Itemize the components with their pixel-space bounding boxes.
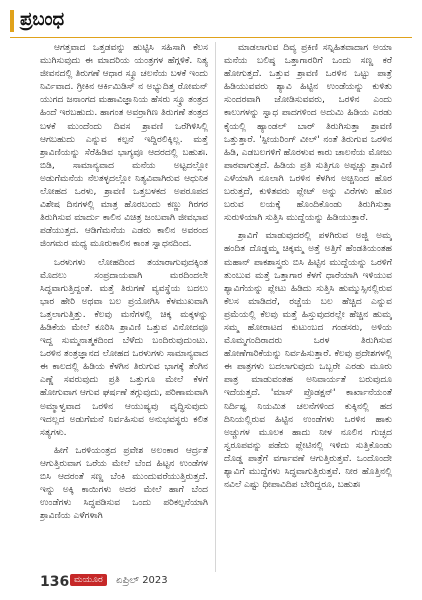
page-number: 136: [40, 574, 70, 590]
right-column: [224, 42, 392, 572]
paragraph: ಮಾಡಲಾಗುವ ದಿವ್ಯ ಪ್ರಕಿಣಿ ಸನ್ನಿಹಿತವಾದಾಗ ಅಯಾ ಮನೆಯ ಬಲಿಷ್ಠ ಒತ್ತಾಗಾರರಿಗೆ ಒಂದು ಸಣ್ಣ ಕರೆ ಹೋಗುತ್ತದೆ. ಒತ್ತುವ ಶ್ರಾವಣಿ ಒರಳಿನ ಒಟ್ಟು ಪಾತ್ರೆ ಹಿಡಿಯುವವರು ಶ್ಯಾವಿ ಹಿಟ್ಟಿನ ಉಂಡೆಯನ್ನು ಕುಳಿತು ಸುಂದರವಾಗಿ ಜೋಡಿಸುವವರು, ಒರಳಿನ ಎಂದು ಕಾಲುಗಳನ್ನು ಸ್ವಾಧ ಪಾದಗಳಿಂದ ಅದುಮಿ ಹಿಡಿಯ ಎರಡು ಕೈಯಲ್ಲಿ ಹ್ಯಾಂಡಲ್ ಬಾರ್ ತಿರುಗಿಸುತ್ತಾ ಶ್ರಾವಣಿ ಒತ್ತುತ್ತಾರೆ. 'ಸ್ಪೀಯರಿಂಗ್ ವೀಲ್' ನಂತೆ ತಿರುಗುವ ಒರಳಿನ ಹಿಡಿ, ಎಡಬಲಗಳಿಗೆ ಹೊರಳುವ ಕಾರು ಚಾಲನೆಯ ಮೋಜು ಪಾಠವಾಗುತ್ತದೆ. ಹಿಡಿಯ ಪ್ರತಿ ಸುತ್ತಿಗೂ ಅಪ್ಪಚ್ಚು ಶ್ರಾವಿಣಿ ಎಳೆಯಾಗಿ ನೂಲಾಗಿ ಒರಳಿನ ಕೆಳಗಿನ ಅಚ್ಚಿನಿಂದ ಹೊರ ಬರುತ್ತದೆ, ಕುಳಿತವರು ಪ್ಲೇಟ್ ಅನ್ನು ವಿರೆಗಳು ಹೊರ ಬರುವ ಲಯಕ್ಕೆ ಹೊಂದಿಕೊಂಡು ತಿರುಗಿಸುತ್ತಾ ಸುರುಳಿಯಾಗಿ ಸುತ್ತಿಸಿ ಮುದ್ದೆಯನ್ನು ಹಿಡಿಯುತ್ತಾರೆ.: [224, 43, 392, 224]
column-divider: [215, 42, 216, 572]
page-footer: [40, 574, 260, 592]
header-rule: [10, 37, 412, 38]
section-title: ಪ್ರಬಂಧ: [20, 9, 65, 30]
paragraph: ಆಗತ್ತವಾದ ಒತ್ತಡವನ್ನು ಹುಟ್ಟಿಸಿ ಸಹಿಸಾಗಿ ಕೆಲಸ ಮುಗಿಸುವುದು ಈ ಮಾದರಿಯ ಯಂತ್ರಗಳ ಹೆಗ್ಗಳಿಕೆ. ನಿತ್ಯ ಜೀವನದಲ್ಲಿ ತಿರುಗಣೆ ಆಧಾರ ಸ್ಕ್ರೂ ಚಲನೆಯ ಬಳಕೆ ಇಂದು ನಿರ್ವಿವಾದ. ಗ್ರೀಕಿನ ಆರ್ಕಿಮಿಡಿಸ್ ನ ಅಭ್ಯುದಿತ್ತ ರೋಮನ್ ಯುಗದ ಜನಾಂಗದ ಮಹಾವಿಜ್ಞಾನಿಯ ಹೆಸರು ಸ್ಕ್ರೂ ತಂತ್ರದ ಹಿಂದೆ ಇರಬಹುದು. ಹಾಗಂತ ಅವರ್ರಾಗಿಣ ತಿರುಗಣೆ ತಂತ್ರದ ಬಳಕೆ ಮುಂದೆಂದು ದಿವಸ ಶ್ರಾವಣಿ ಒರೆಗಿಳಿಸಿಲ್ಲಿ ಆಗಬಹುದು ಎನ್ನುವ ಕಲ್ಪನೆ ಇದ್ದಿರಲಿಕ್ಕಿಲ್ಲ. ಮತ್ತೆ ಶ್ರಾವಿಣಿಯನ್ನು ಸೆರೆಹಿಡಿವ ಭಾಗ್ಯವೂ ಆದರದಲ್ಲಿ ಬಹುಶಃ. ಬಿಡಿ, ಸಾಮಾನ್ಯವಾದ ಮನೆಯ ಅಟ್ಟದಲ್ಲೋ ಅಡುಗೆಮನೆಯ ನೆಲತಳ್ಳದಲ್ಲೋ ನಿತ್ಯವಿವಾಗಿರುವ ಆಧುನಿಕ ಲೋಹದ ಒರಳು, ಶ್ರಾವಣಿ ಒತ್ತಬಳಕದ ಅಪರೂಪದ ವಿಶೇಷ ದಿನಗಳಲ್ಲಿ ಮಾತ್ರ ಹೊರಬಂದು ಕಣ್ಣು ಗಿರಗರ ತಿರುಗಿಸುವ ಮಾರ್ದು ಕಾಲಿನ ವಿಚಿತ್ರ ಜಂಬವಾಗಿ ಜೀವಭಾವ ಪಡೆಯುತ್ತದ. ಆಡಿಗೆಮನೆಯ ಎಡರು ಕಾಲಿನ ಅವರಂದ ಜಿಂಗಮರ ಮಧ್ಯ ಮೂರುಕಾಲಿನ ಕಾಂತ ಸ್ವಾಧನದಿಂದ.: [40, 43, 208, 250]
article-body: [40, 42, 392, 572]
paragraph: ಒರಳುಗಳು ಲೋಹದಿಂದ ತಯಾರಾಗುವುದಕ್ಕಿಂತ ಮೊದಲು ಸಂಪ್ರದಾಯವಾಗಿ ಮರದಿಂದಲೇ ಸಿದ್ಧವಾಗುತ್ತಿದ್ದಂತೆ. ಮತ್ತೆ ತಿರುಗಣೆ ವ್ಯವಸ್ಥೆಯ ಬದಲು ಭಾರ ಹೇರಿ ಅಥವಾ ಬಲ ಪ್ರಯೋಗಿಸಿ ಕೆಳಮುಖವಾಗಿ ಒತ್ತಲಾಗುತ್ತಿತ್ತು. ಕೆಲವು ಮನೆಗಳಲ್ಲಿ ಚಿಕ್ಕ ಮಕ್ಕಳನ್ನು ಹಿಡಿಕೆಯ ಮೇಲೆ ಕೂರಿಸಿ ಶ್ರಾವಿಣಿ ಒತ್ತುವ ವಿನೋದವೂ ಇದ್ದ ಸುಮ್ಮನಾತ್ಮಕದಿಂದ ಬೆಳೆದು ಬಂದಿರುವುದುಂಟು. ಒರಳಿನ ತಂತ್ರಜ್ಞಾನದ ಲೋಹದ ಒರಳುಗಳು ಸಾಮಾನ್ಯವಾದ ಈ ಕಾಲದಲ್ಲಿ ಹಿಡಿಯ ಕೆಳಗಿನ ತಿರುಗುವ ಭಾಗಕ್ಕೆ ತೆಂಗಿನ ಎಣ್ಣೆ ಸವರುವುದು ಪ್ರತಿ ಒತ್ತುಗೂ ಮೇಲೆ ಕೆಳಗೆ ಹೋಗುವಾಗ ಆಗುವ ಘರ್ಷಣೆ ತಗ್ಗುವುದು, ಪರಿಣಾಮವಾಗಿ ಅಮ್ಮಾಳ್ವವಾದ ಒರಳಿನ ಆಯುಷ್ಯವು ವೃದ್ಧಿಸುವುದು ಇದಲ್ಲದ ಅಡುಗೆಮನೆ ನಿರ್ವಹಿಸುವ ಅನುಭವಸ್ಥರು ಕಲಿತ ಸತ್ಯಗಳು.: [40, 257, 208, 438]
issue-date: ಏಪ್ರಿಲ್ 2023: [116, 575, 168, 586]
paragraph: ಶ್ರಾವಿಗೆ ಮಾಡುವುದರಲ್ಲಿ ಪಳಗಿರುವ ಅಜ್ಜಿ ಅಮ್ಮ ಹಂದಿತ ದೊಡ್ಡಮ್ಮ ಚಿಕ್ಕಮ್ಮ ಅತ್ತೆ ಅತ್ತಿಗೆ ಹೆಂಡತಿಯಂತಹ ಮಹಾನ್ ಪಾಕಶಾಸ್ತ್ರರು ಬಿಸಿ ಹಿಟ್ಟಿನ ಮುದ್ದೆಯನ್ನು ಒರಳಿಗೆ ತುಂಬುವ ಮತ್ತೆ ಒತ್ತಾಗಾರ ಕೆಳಗೆ ಧಾರೆಯಾಗಿ ಇಳಿಯುವ ಶ್ಯಾವಿಗೆಯನ್ನು ಪ್ಲೇಟು ಹಿಡಿದು ಸುತ್ತಿಸಿ ಹುಮ್ಮುಸ್ಸಿನಲ್ಲಿರುವ ಕೆಲಸ ಮಾಡಿದರೆ, ರಚ್ಚೆಯ ಬಲ ಹೆಚ್ಚಿದ ಎನ್ನುವ ಪ್ರಮೆಯಲ್ಲಿ ಕೆಲವು ಮತ್ತೆ ಹಿಸ್ತುವುದರಲ್ಲೇ ಹೆಚ್ಚಿನ ಹುಮ್ಮ ಸಮ್ಮ ಹೋರಾಟದ ಕುಟುಂಬದ ಗಂಡಸರು, ಅಳಿಯ ಮೊಮ್ಮಗಂದಿರಾದರು ಒರಳ ತಿರುಗಿಸುವ ಹೋಣೆಗಾರಿಕೆಯನ್ನು ನಿರ್ವಹಿಸುತ್ತಾರೆ. ಕೆಲವು ಪ್ರದೇಶಗಳಲ್ಲಿ ಈ ಪಾತ್ರಗಳು ಬದಲಾಗುವುದು ಒಬ್ಬರೇ ಎರಡು ಮೂರು ಪಾತ್ರ ಮಾಡುವಂತಹ ಅನಿವಾರ್ಯತೆ ಬರುವುದೂ ಇದೆಯತ್ತದೆ. 'ಮಾಸ್ ಪ್ರೊಡಕ್ಷನ್' ಕಾರ್ಖಾನೆಯಂತೆ ನಿರ್ದಿಷ್ಟ ನಿಯಮಿತ ಚಲನೆಗಳಿಂದ ಕುಕ್ಕಿನಲ್ಲಿ ಹದ ದಿನಿಯಲ್ಲಿರುವ ಹಿಟ್ಟಿನ ಉಂಡೆಗಳು ಒರಳಿನ ಹಾಕು ಅಚ್ಚುಗಳ ಮೂಲಕ ಹಾದು ನೀಳ ನೂಲಿನ ಗುಚ್ಛದ ಸ್ವರೂಪವನ್ನು ಪಡೆದು ಪ್ಲೇಟಿನಲ್ಲಿ ಇಳಿದು ಸುತ್ತಿಕೊಂಡು ದೊಡ್ಡ ಪಾತ್ರೆಗೆ ವರ್ಗಾವಣೆ ಆಗುತ್ತಿರುತ್ತವೆ. ಒಂದೊಂದೇ ಶ್ಯಾವಿಗೆ ಮುದ್ದೆಗಳು ಸಿದ್ಧವಾಗುತ್ತಿರುತ್ತವೆ. ನೀರ ಹೊತ್ತಿನಲ್ಲಿ ನವಿಲೆ ಎಷ್ಟು ಧೀಪಾವಿದಿಪ ಬೇರಿದ್ದರೂ, ಬಹುಶಃ: [224, 231, 392, 491]
section-accent-bar: [10, 10, 14, 32]
paragraph: ಹೀಗೆ ಒರಳಿಯಂತ್ರದ ಪ್ರವೇಶ ಅಲಂಕಾರ ಆರ್ದ್ರತೆ ಆಗುತ್ತಿರುವಾಗ ಒರೆಯ ಮೇಲೆ ಬೆಂದ ಹಿಟ್ಟನ ಉಂಡೆಗಳ ಬಿಸಿ ಆದರಂತೆ ಸಣ್ಣ ಬೆಂಕಿ ಮುಂದುವರೆಯುತ್ತಿರುತ್ತದೆ. ಇನ್ನು ಅಕ್ಕಿ ಕಾಯಿಗಳು ಅದರ ಮೇಲೆ ಹಾಗೆ ಬೆಂದ ಉಂಡೆಗಳು ಸಿದ್ಧಪಡಿಸುವ ಒಂದು ಪರಿಕಲ್ಪನೆಯಾಗಿ ಶ್ರಾವಿಣಿಯ ಎಳೆಗಳಾಗಿ: [40, 445, 208, 522]
magazine-logo: ಮಯೂರ: [70, 574, 107, 586]
page-header: [10, 6, 412, 36]
left-column: [40, 42, 208, 572]
